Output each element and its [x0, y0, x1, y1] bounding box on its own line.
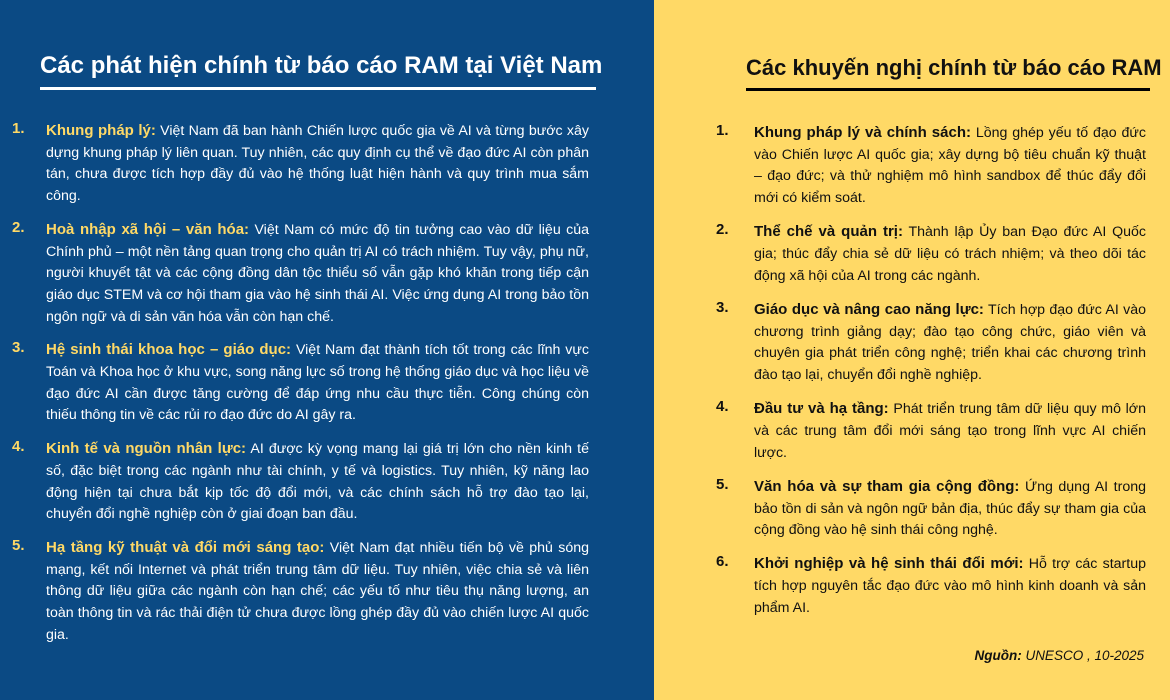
recommendation-item: [716, 398, 1146, 464]
recommendation-number: 1.: [716, 122, 729, 139]
source-citation: [974, 648, 1144, 663]
recommendations-title-underline: [746, 88, 1150, 91]
recommendation-body: [754, 299, 1146, 387]
finding-text: Việt Nam đã ban hành Chiến lược quốc gia về AI và từng bước xây dựng khung pháp lý liên quan. Tuy nhiên, các quy định cụ thể về đạo đức AI còn phân tán, chưa được tích hợp đầy đủ vào hệ thống luật hiện hành và quy trình mua sắm công.: [46, 123, 589, 205]
recommendation-heading: Giáo dục và nâng cao năng lực:: [754, 300, 984, 318]
source-label: Nguồn:: [974, 648, 1022, 663]
finding-number: 3.: [12, 339, 25, 357]
recommendations-list: [716, 122, 1146, 631]
recommendation-item: [716, 553, 1146, 619]
recommendation-item: [716, 122, 1146, 210]
finding-item: [12, 438, 589, 526]
recommendation-heading: Đầu tư và hạ tầng:: [754, 400, 889, 418]
findings-list: [12, 120, 589, 657]
recommendation-item: [716, 221, 1146, 287]
recommendation-number: 3.: [716, 298, 729, 316]
recommendation-heading: Văn hóa và sự tham gia cộng đồng:: [754, 477, 1020, 495]
recommendation-number: 6.: [716, 553, 729, 571]
finding-body: [46, 438, 589, 526]
finding-number: 5.: [12, 536, 25, 554]
finding-item: [12, 537, 589, 647]
source-value: UNESCO , 10-2025: [1021, 648, 1144, 663]
recommendation-text: Hỗ trợ các startup tích hợp nguyên tắc đạo đức vào mô hình kinh doanh và sản phẩm AI.: [754, 556, 1147, 616]
finding-heading: Hoà nhập xã hội – văn hóa:: [46, 220, 250, 238]
finding-item: [12, 219, 589, 329]
finding-number: 4.: [12, 438, 25, 456]
recommendation-number: 4.: [716, 398, 729, 416]
finding-heading: Kinh tế và nguồn nhân lực:: [46, 440, 247, 458]
finding-text: Việt Nam đạt thành tích tốt trong các lĩnh vực Toán và Khoa học ở khu vực, song năng lực số trong hệ thống giáo dục và học liệu về đạo đức AI cần được tăng cường để đáp ứng nhu cầu thực tiễn. Công chúng còn thiếu thông tin về các rủi ro đạo đức do AI gây ra.: [46, 342, 589, 424]
finding-number: 1.: [12, 120, 25, 137]
finding-heading: Khung pháp lý:: [46, 122, 156, 139]
recommendation-heading: Khởi nghiệp và hệ sinh thái đổi mới:: [754, 555, 1024, 573]
recommendation-text: Ứng dụng AI trong bảo tồn di sản và ngôn ngữ bản địa, thúc đẩy sự tham gia của cộng đồng vào hệ sinh thái công nghệ.: [754, 478, 1146, 539]
recommendation-heading: Thể chế và quản trị:: [754, 223, 903, 241]
recommendations-panel: [654, 0, 1170, 700]
finding-text: AI được kỳ vọng mang lại giá trị lớn cho nền kinh tế số, đặc biệt trong các ngành như tài chính, y tế và logistics. Tuy nhiên, kỹ năng lao động hiện tại chưa bắt kịp tốc độ đổi mới, và các chính sách hỗ trợ đào tạo lại, chuyển đổi nghề nghiệp còn ở giai đoạn ban đầu.: [46, 441, 589, 523]
finding-item: [12, 120, 589, 208]
recommendation-body: [754, 553, 1146, 619]
recommendation-text: Tích hợp đạo đức AI vào chương trình giảng dạy; đào tạo công chức, giáo viên và chuyên gia phát triển công nghệ; triển khai các chương trình đào tạo lại, chuyển đổi nghề nghiệp.: [754, 301, 1146, 384]
recommendation-body: [754, 221, 1146, 287]
recommendation-body: [754, 398, 1146, 464]
recommendation-heading: Khung pháp lý và chính sách:: [754, 124, 971, 141]
finding-text: Việt Nam có mức độ tin tưởng cao vào dữ liệu của Chính phủ – một nền tảng quan trọng cho quản trị AI có trách nhiệm. Tuy vậy, phụ nữ, người khuyết tật và các cộng đồng dân tộc thiểu số vẫn gặp khó khăn trong tiếp cận giáo dục STEM và cơ hội tham gia vào hệ sinh thái AI. Việc ứng dụng AI trong bảo tồn ngôn ngữ và di sản văn hóa vẫn còn hạn chế.: [46, 221, 589, 325]
finding-text: Việt Nam đạt nhiều tiến bộ về phủ sóng mạng, kết nối Internet và phát triển trung tâm dữ liệu. Tuy nhiên, việc chia sẻ và liên thông dữ liệu giữa các ngành còn hạn chế; các yếu tố như tiêu thụ năng lượng, an toàn thông tin và rác thải điện tử chưa được lồng ghép đầy đủ vào chiến lược AI quốc gia.: [46, 539, 590, 643]
recommendation-number: 5.: [716, 475, 729, 493]
recommendations-title: Các khuyến nghị chính từ báo cáo RAM: [746, 55, 1162, 80]
recommendation-item: [716, 299, 1146, 387]
finding-body: [46, 339, 589, 427]
recommendation-body: [754, 122, 1146, 210]
finding-body: [46, 219, 589, 329]
finding-body: [46, 537, 589, 647]
findings-title: Các phát hiện chính từ báo cáo RAM tại Việt Nam: [40, 52, 603, 79]
recommendation-text: Thành lập Ủy ban Đạo đức AI Quốc gia; thúc đẩy chia sẻ dữ liệu có trách nhiệm; và theo dõi tác động xã hội của AI trong các ngành.: [754, 224, 1146, 284]
recommendation-text: Phát triển trung tâm dữ liệu quy mô lớn và các trung tâm đổi mới sáng tạo trong lĩnh vực AI chiến lược.: [754, 401, 1147, 461]
recommendation-item: [716, 476, 1146, 542]
finding-heading: Hạ tầng kỹ thuật và đổi mới sáng tạo:: [46, 538, 325, 556]
recommendation-number: 2.: [716, 221, 729, 239]
recommendation-body: [754, 476, 1146, 542]
findings-title-underline: [40, 87, 596, 90]
finding-item: [12, 339, 589, 427]
finding-number: 2.: [12, 218, 25, 236]
finding-heading: Hệ sinh thái khoa học – giáo dục:: [46, 341, 292, 359]
recommendation-text: Lồng ghép yếu tố đạo đức vào Chiến lược AI quốc gia; xây dựng bộ tiêu chuẩn kỹ thuật – đạo đức; và thử nghiệm mô hình sandbox để thúc đẩy đổi mới có kiểm soát.: [754, 125, 1146, 207]
finding-body: [46, 120, 589, 208]
